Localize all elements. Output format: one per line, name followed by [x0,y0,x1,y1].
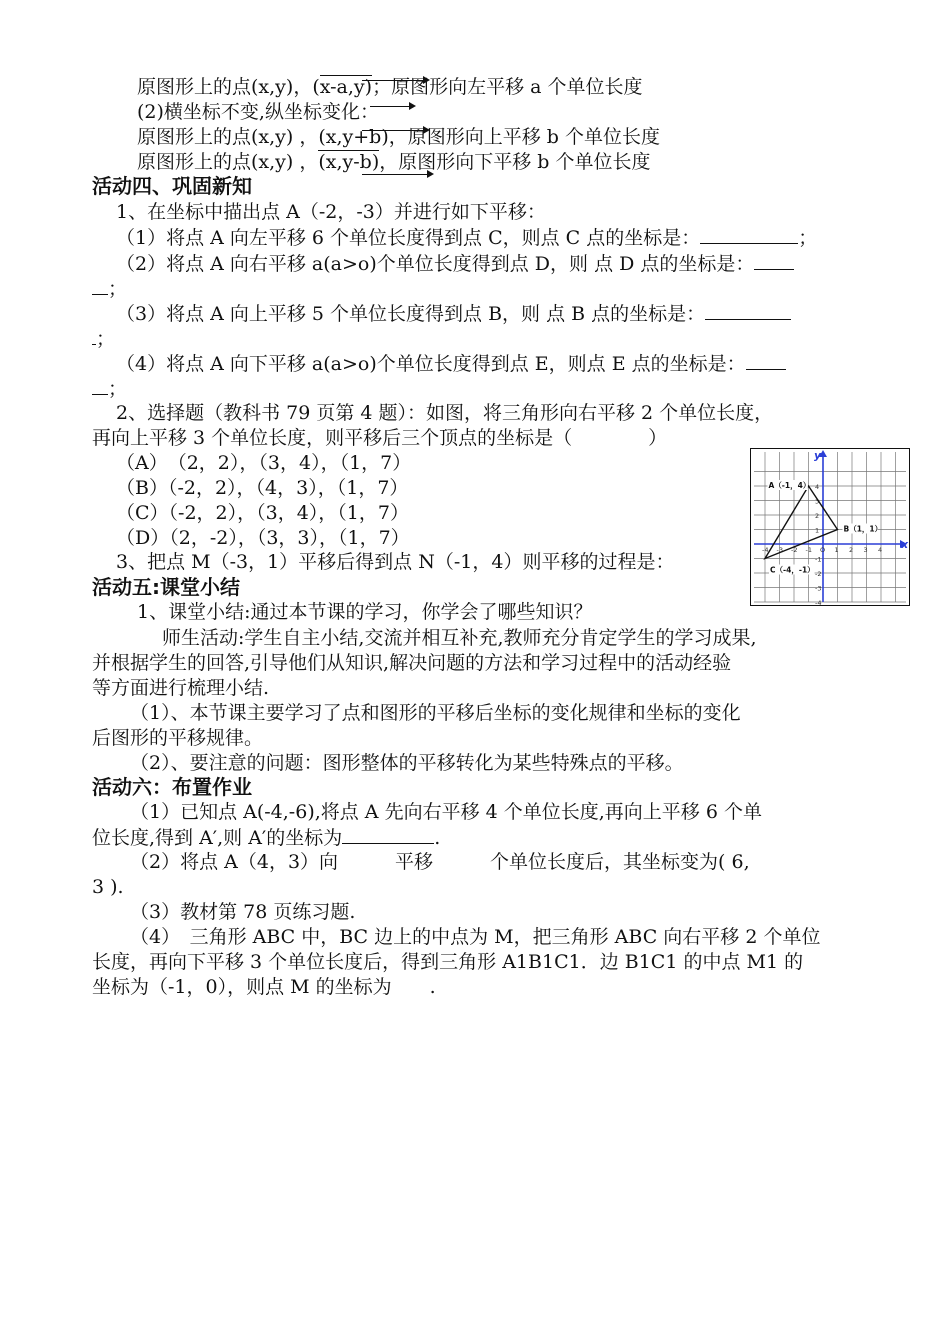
option-c: （C）（-2，2），（3，4），（1，7） [116,502,409,524]
activity4-q1-4-wrap: ； [92,376,127,401]
activity6-h2-line1: （2）将点 A（4，3）向 平移 个单位长度后，其坐标变为( 6, [130,851,750,873]
x-tick-label: -3 [776,546,783,554]
rule-down-arrow-icon [362,174,432,175]
y-tick-label: 4 [815,483,820,491]
activity4-q2-line1: 2、选择题（教科书 79 页第 4 题）：如图，将三角形向右平移 2 个单位长度， [116,402,774,424]
x-tick-label: O [820,546,826,554]
y-tick-label: -3 [815,584,822,593]
y-tick-label: -1 [815,555,822,564]
answer-blank [92,276,108,295]
activity5-p2-line2: 并根据学生的回答,引导他们从知识,解决问题的方法和学习过程中的活动经验 [92,652,732,674]
option-d: （D）（2，-2），（3，3），（1，7） [116,527,410,549]
activity6-h3: （3）教材第 78 页练习题. [130,901,356,923]
x-tick-label: 2 [849,546,854,554]
y-tick-label: -2 [815,570,822,578]
y-tick-label: -4 [815,599,822,606]
activity4-q1: 1、在坐标中描出点 A（-2，-3）并进行如下平移： [116,201,546,223]
activity5-p4: （2）、要注意的问题：图形整体的平移转化为某些特殊点的平移。 [130,752,684,774]
x-axis-label: x [901,538,909,551]
answer-blank [92,376,108,395]
answer-blank [746,351,786,370]
rule-up-arrow-icon [362,130,428,131]
rule-down-prefix: 原图形上的点(x,y) ， [137,151,319,173]
x-tick-label: 3 [863,546,868,554]
x-tick-label: -4 [762,546,769,554]
graph-frame [751,449,910,606]
activity6-h2-line2: 3 ). [92,876,124,898]
coordinate-graph [750,448,910,606]
activity4-q1-2: （2）将点 A 向右平移 a(a>o)个单位长度得到点 D，则 点 D 点的坐标是： [116,251,794,276]
activity6-h4-line1: （4） 三角形 ABC 中，BC 边上的中点为 M，把三角形 ABC 向右平移 2 个单位 [130,926,821,948]
activity5-p2-line3: 等方面进行梳理小结. [92,677,270,699]
point-b-label: B（1，1） [843,524,883,534]
activity4-q2-line2: 再向上平移 3 个单位长度，则平移后三个顶点的坐标是（ ） [92,427,668,449]
x-tick-label: 1 [834,546,839,554]
point-c-label: C（-4，-1） [770,565,815,575]
rule-vertical-heading: (2)横坐标不变,纵坐标变化： [137,101,379,123]
y-tick-label: 1 [815,526,820,535]
activity4-q3: 3、把点 M（-3，1）平移后得到点 N（-1，4）则平移的过程是： [116,551,675,573]
answer-blank [700,225,798,244]
activity4-q1-3-wrap: ； [92,326,115,351]
option-b: （B）（-2，2），（4，3），（1，7） [116,477,409,499]
activity4-q1-3: （3）将点 A 向上平移 5 个单位长度得到点 B，则 点 B 点的坐标是： [116,301,791,326]
rule-left-prefix: 原图形上的点(x,y)，( [137,76,320,98]
activity4-title: 活动四、巩固新知 [92,174,252,198]
answer-blank [754,251,794,270]
rule-down-mapped: (x,y-b) [318,151,380,173]
activity4-q1-4: （4）将点 A 向下平移 a(a>o)个单位长度得到点 E，则点 E 点的坐标是： [116,351,786,376]
point-a-label: A（-1，4） [768,481,811,490]
y-tick-label: 2 [815,512,820,520]
rule-left-arrow-icon [362,80,428,81]
x-tick-label: -2 [791,546,798,554]
activity6-title: 活动六：布置作业 [92,775,252,799]
y-axis-label: y [814,449,822,462]
rule-left-mapped: x-a,y) [319,76,373,98]
activity5-p3-line1: （1）、本节课主要学习了点和图形的平移后坐标的变化规律和坐标的变化 [130,702,741,724]
activity5-p1: 1、课堂小结:通过本节课的学习，你学会了哪些知识？ [137,601,593,623]
activity6-h4-line2: 长度，再向下平移 3 个单位长度后，得到三角形 A1B1C1．边 B1C1 的中点 M1 的 [92,951,804,973]
rule-left-line [137,75,642,99]
activity4-q1-1: （1）将点 A 向左平移 6 个单位长度得到点 C，则点 C 点的坐标是： ； [116,227,818,249]
x-tick-label: -1 [805,546,812,554]
activity6-h1-line1: （1）已知点 A(-4,-6),将点 A 先向右平移 4 个单位长度,再向上平移 6 个单 [130,801,762,823]
activity5-p3-line2: 后图形的平移规律。 [92,727,264,749]
rule-up-line: 原图形上的点(x,y) ，(x,y+b)，原图形向上平移 b 个单位长度 [137,126,660,148]
activity6-h4-line3: 坐标为（-1，0），则点 M 的坐标为 . [92,976,436,998]
rule-down-line [137,150,651,174]
activity4-q1-2-wrap: ； [92,276,127,301]
activity5-title: 活动五:课堂小结 [92,575,240,599]
answer-blank [342,825,434,844]
y-tick-label: 3 [815,497,820,506]
activity6-h1-line2: 位长度,得到 A′,则 A′的坐标为 . [92,827,441,849]
rule-vertical-arrow-icon [370,106,414,107]
activity5-p2-line1: 师生活动:学生自主小结,交流并相互补充,教师充分肯定学生的学习成果, [162,627,757,649]
option-a: （A） （2，2），（3，4），（1，7） [116,452,412,474]
x-tick-label: 4 [878,546,883,554]
rule-left-suffix: ；原图形向左平移 a 个单位长度 [372,76,643,98]
rule-down-suffix: ，原图形向下平移 b 个单位长度 [379,151,651,173]
answer-blank [705,301,791,320]
